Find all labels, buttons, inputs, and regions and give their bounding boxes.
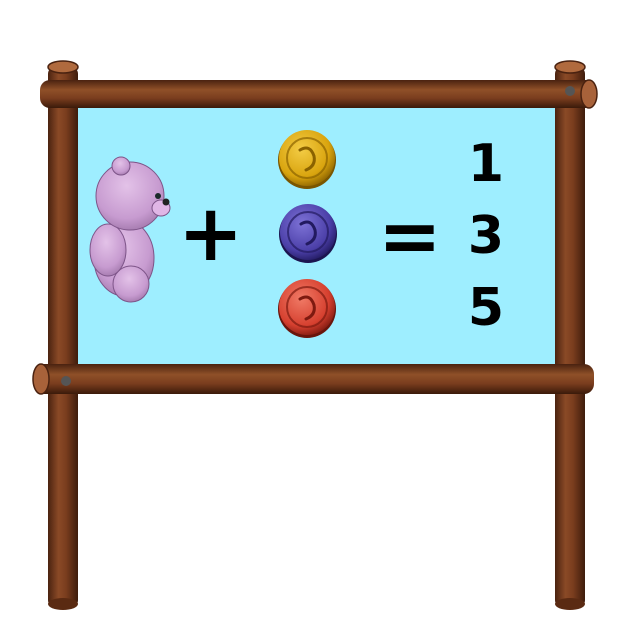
gold-coin[interactable] bbox=[278, 130, 336, 189]
bottom-beam bbox=[33, 364, 594, 394]
plus-sign: + bbox=[178, 189, 244, 279]
right-post bbox=[555, 61, 585, 610]
red-coin[interactable] bbox=[278, 279, 336, 338]
answer-option-1[interactable]: 1 bbox=[467, 134, 505, 194]
left-post bbox=[48, 61, 78, 610]
equals-sign: = bbox=[378, 191, 442, 280]
bolt-icon bbox=[565, 86, 575, 96]
blue-coin[interactable] bbox=[279, 204, 337, 263]
bolt-icon bbox=[61, 376, 71, 386]
answer-option-3[interactable]: 3 bbox=[467, 206, 505, 266]
answer-option-5[interactable]: 5 bbox=[467, 278, 505, 338]
top-beam bbox=[40, 80, 597, 108]
